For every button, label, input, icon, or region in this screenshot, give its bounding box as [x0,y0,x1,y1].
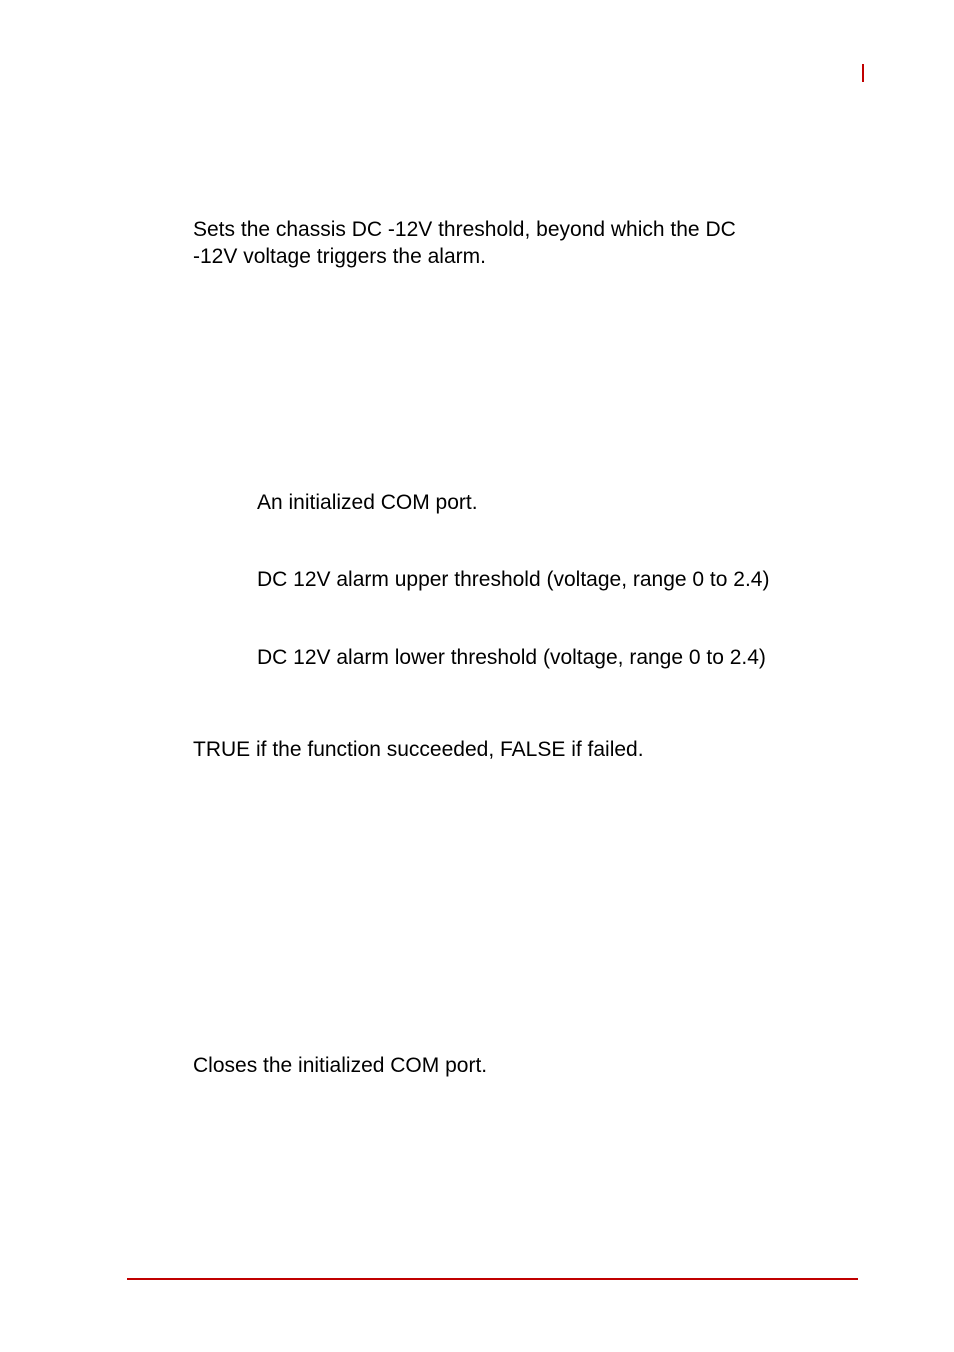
close-port-description: Closes the initialized COM port. [193,1054,488,1077]
header-accent-mark [862,64,864,82]
return-value-description: TRUE if the function succeeded, FALSE if failed. [193,738,644,761]
threshold-description-line-2: -12V voltage triggers the alarm. [193,245,486,268]
threshold-description-line-1: Sets the chassis DC -12V threshold, beyond which the DC [193,218,736,241]
footer-divider [127,1278,858,1280]
parameter-com-port-description: An initialized COM port. [257,491,478,514]
parameter-upper-threshold-description: DC 12V alarm upper threshold (voltage, range 0 to 2.4) [257,568,770,591]
threshold-description [193,216,736,270]
parameter-lower-threshold-description: DC 12V alarm lower threshold (voltage, range 0 to 2.4) [257,646,766,669]
